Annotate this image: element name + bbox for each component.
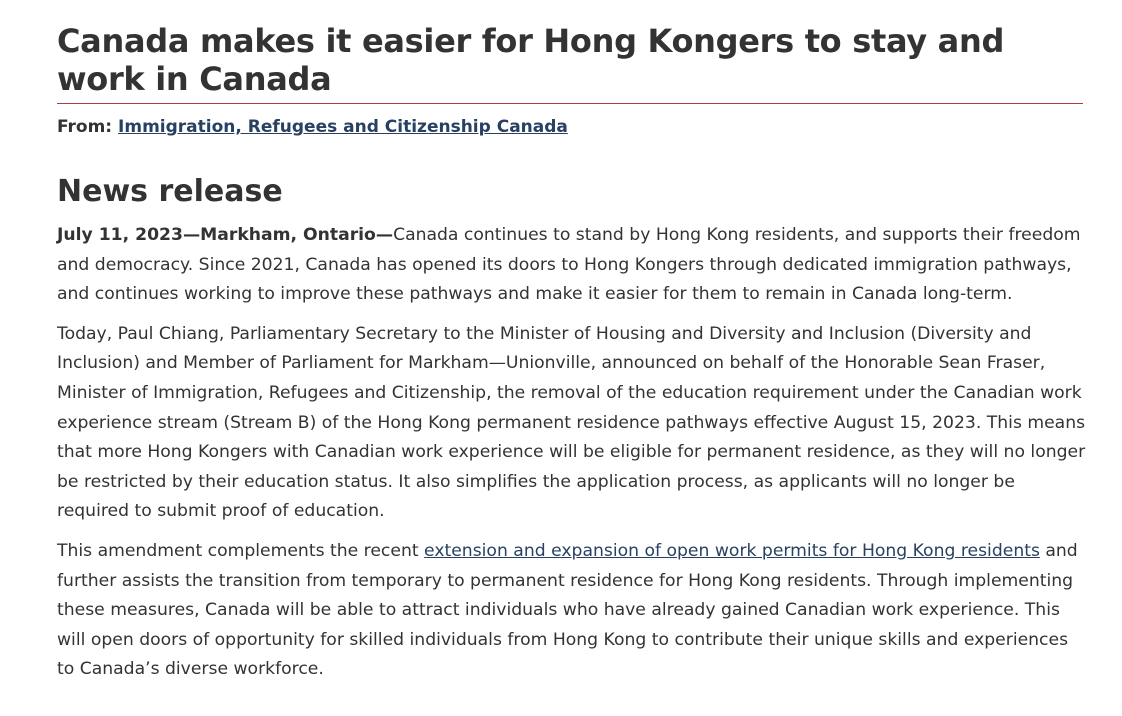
page-title: Canada makes it easier for Hong Kongers to stay and work in Canada bbox=[57, 22, 1083, 104]
section-heading: News release bbox=[57, 174, 283, 209]
paragraph-3 bbox=[57, 537, 1087, 685]
paragraph-3-before: This amendment complements the recent bbox=[57, 540, 425, 561]
paragraph-3-after: and further assists the transition from temporary to permanent residence for Hong Kong residents. Through implementing these measures, Canada will be able to attract individuals who have already gained Canadian work experience. This will open doors of opportunity for skilled individuals from Hong Kong to contribute their unique skills and experiences to Canada’s diverse workforce. bbox=[57, 540, 1078, 680]
from-label: From: bbox=[57, 117, 113, 137]
paragraph-2: Today, Paul Chiang, Parliamentary Secretary to the Minister of Housing and Diversity and Inclusion (Diversity and Inclusion) and Member of Parliament for Markham—Unionville, announced on behalf of the Honorable Sean Fraser, Minister of Immigration, Refugees and Citizenship, the removal of the education requirement under the Canadian work experience stream (Stream B) of the Hong Kong permanent residence pathways effective August 15, 2023. This means that more Hong Kongers with Canadian work experience will be eligible for permanent residence, as they will no longer be restricted by their education status. It also simplifies the application process, as applicants will no longer be required to submit proof of education. bbox=[57, 323, 1086, 522]
department-link[interactable]: Immigration, Refugees and Citizenship Canada bbox=[118, 117, 568, 137]
paragraph-1 bbox=[57, 221, 1087, 310]
open-work-permits-link[interactable]: extension and expansion of open work permits for Hong Kong residents bbox=[424, 540, 1040, 561]
dateline: July 11, 2023—Markham, Ontario— bbox=[57, 225, 394, 245]
from-line bbox=[57, 116, 1082, 138]
paragraph-1-text: Canada continues to stand by Hong Kong residents, and supports their freedom and democracy. Since 2021, Canada has opened its doors to Hong Kongers through dedicated immigration pathways, and continues working to improve these pathways and make it easier for them to remain in Canada long-term. bbox=[57, 225, 1081, 305]
